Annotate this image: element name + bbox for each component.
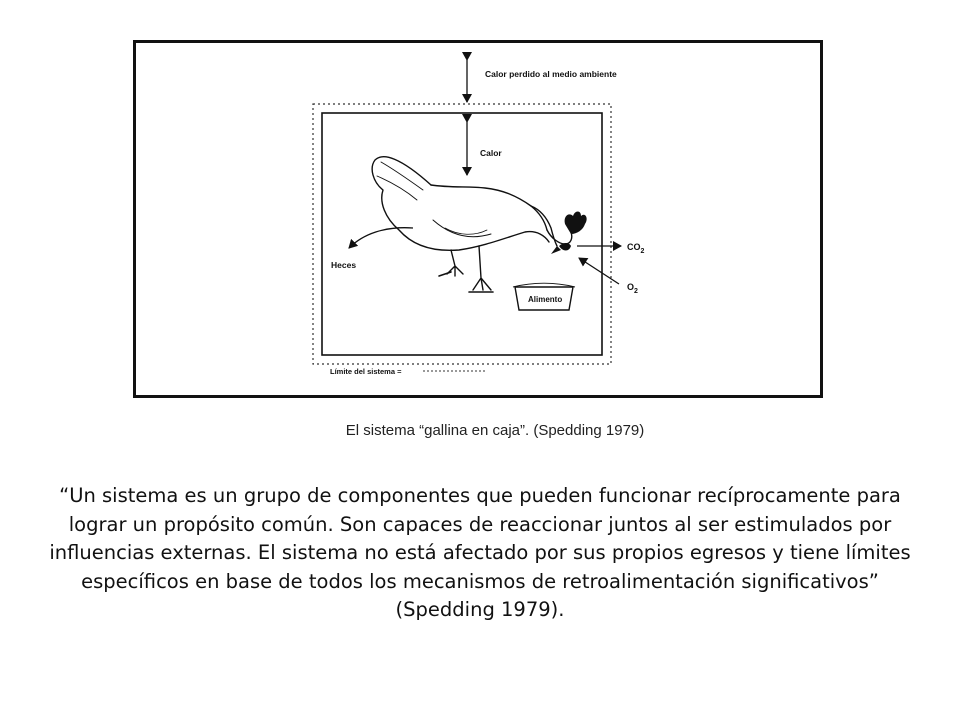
- definition-quote: “Un sistema es un grupo de componentes que pueden funcionar recíprocamente para lograr un propósito común. Son capaces de reaccionar juntos al ser estimulados por influencias externas. El sistema no está afectado por sus propios egresos y tiene límites específicos en base de todos los mecanismos de retroalimentación significativos” (Spedding 1979).: [49, 484, 911, 621]
- system-limit-label: Límite del sistema =: [330, 367, 402, 376]
- heat-label: Calor: [480, 148, 502, 158]
- heat-lost-label: Calor perdido al medio ambiente: [485, 69, 617, 79]
- o2-label: $O_2$: [627, 282, 638, 295]
- figure-caption: El sistema “gallina en caja”. (Spedding 1979): [345, 422, 645, 439]
- system-diagram: [133, 40, 823, 398]
- outer-frame: [135, 42, 822, 397]
- hen-eye: [567, 234, 571, 238]
- food-label: Alimento: [528, 295, 563, 304]
- co2-label: $CO_2$: [627, 242, 645, 255]
- feces-label: Heces: [331, 260, 357, 270]
- hen-in-box-diagram: [133, 40, 823, 398]
